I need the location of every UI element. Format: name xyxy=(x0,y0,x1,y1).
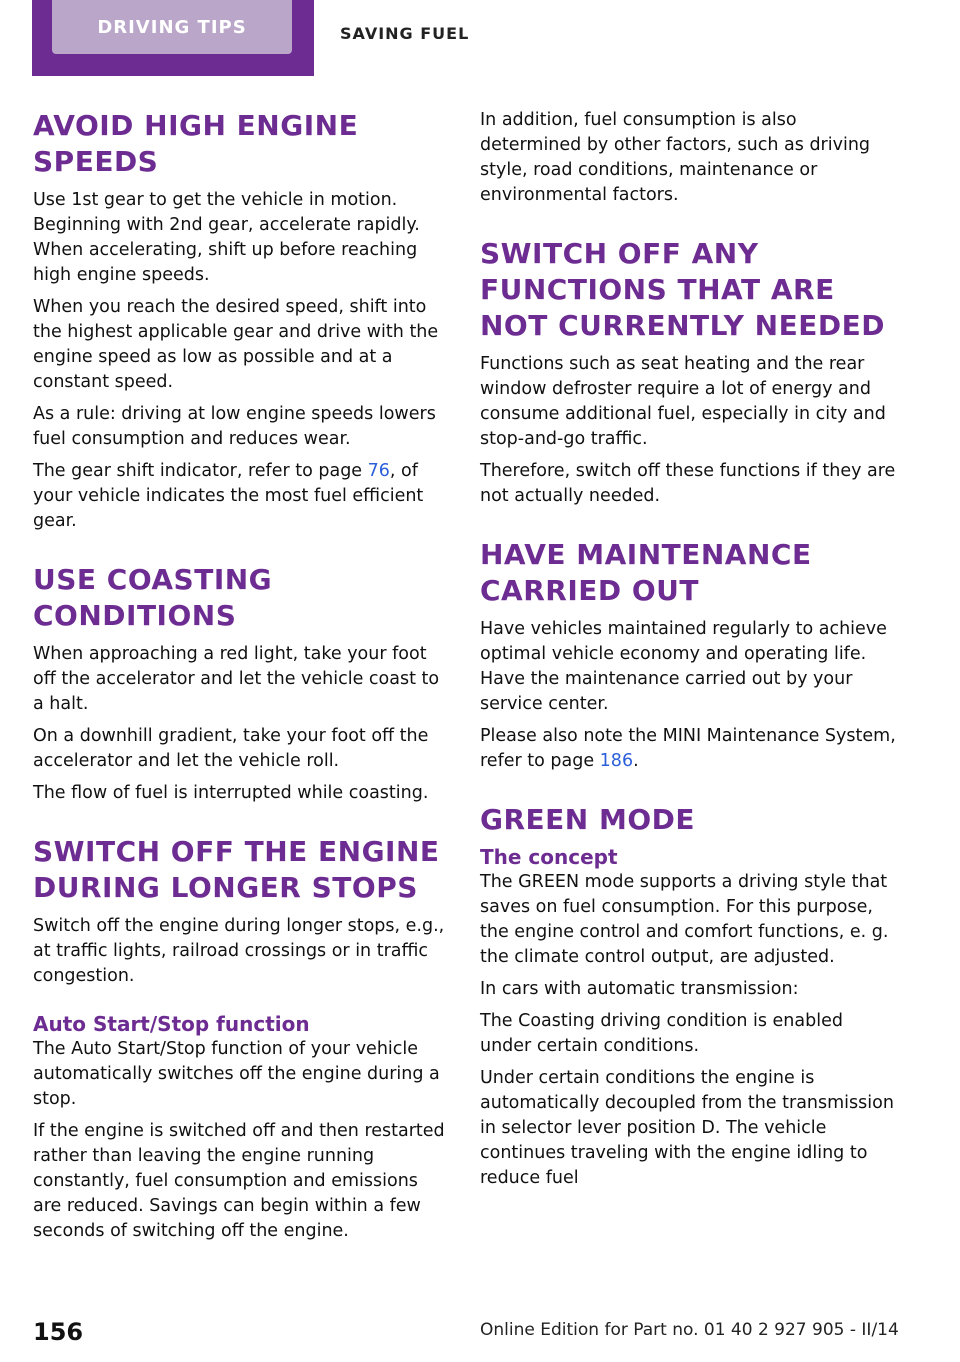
paragraph: As a rule: driving at low engine speeds lowers fuel consumption and reduces wear. xyxy=(33,404,436,449)
tab-driving-tips-label: DRIVING TIPS xyxy=(52,0,292,54)
subheading-the-concept: The concept xyxy=(480,845,618,869)
subheading-auto-start-stop: Auto Start/Stop function xyxy=(33,1012,310,1036)
heading-have-maintenance-carried-out: HAVE MAINTENANCE CARRIED OUT xyxy=(480,538,812,607)
section-title: SAVING FUEL xyxy=(340,24,470,43)
text: , of your vehicle indicates the most fuel efficient gear. xyxy=(33,461,424,531)
text: Please also note the MINI Maintenance System, refer to page xyxy=(480,726,896,771)
paragraph-maintenance-system xyxy=(480,724,898,774)
paragraph: In cars with automatic transmission: xyxy=(480,979,799,999)
paragraph: Functions such as seat heating and the rear window defroster require a lot of energy and consume additional fuel, especially in city and stop-and-go traffic. xyxy=(480,354,886,449)
left-column xyxy=(33,108,451,1251)
paragraph: Have vehicles maintained regularly to achieve optimal vehicle economy and operating life. Have the maintenance carried out by your service center. xyxy=(480,619,887,714)
heading-switch-off-functions: SWITCH OFF ANY FUNCTIONS THAT ARE NOT CURRENTLY NEEDED xyxy=(480,237,885,342)
heading-use-coasting-conditions: USE COASTING CONDITIONS xyxy=(33,563,273,632)
page-link-76[interactable]: 76 xyxy=(367,461,390,481)
heading-avoid-high-engine-speeds: AVOID HIGH ENGINE SPEEDS xyxy=(33,109,359,178)
paragraph-gear-indicator xyxy=(33,459,451,534)
page-number: 156 xyxy=(33,1318,84,1346)
paragraph: Under certain conditions the engine is automatically decoupled from the transmission in selector lever position D. The vehicle continues traveling with the engine idling to reduce fuel xyxy=(480,1068,894,1188)
paragraph: The Auto Start/Stop function of your vehicle automatically switches off the engine during a stop. xyxy=(33,1039,440,1109)
paragraph: The flow of fuel is interrupted while coasting. xyxy=(33,783,429,803)
paragraph: When you reach the desired speed, shift into the highest applicable gear and drive with the engine speed as low as possible and at a constant speed. xyxy=(33,297,439,392)
heading-switch-off-engine: SWITCH OFF THE ENGINE DURING LONGER STOPS xyxy=(33,835,440,904)
paragraph: The GREEN mode supports a driving style that saves on fuel consumption. For this purpose, the engine control and comfort functions, e. g. the climate control output, are adjusted. xyxy=(480,872,889,967)
paragraph: The Coasting driving condition is enabled under certain conditions. xyxy=(480,1011,843,1056)
paragraph: Therefore, switch off these functions if they are not actually needed. xyxy=(480,461,896,506)
header-tab-bar xyxy=(0,0,960,76)
right-column xyxy=(480,108,898,1198)
paragraph: Switch off the engine during longer stops, e.g., at traffic lights, railroad crossings or in traffic congestion. xyxy=(33,916,445,986)
paragraph: If the engine is switched off and then restarted rather than leaving the engine running constantly, fuel consumption and emissions are reduced. Savings can begin within a few seconds of switching off the engine. xyxy=(33,1121,445,1241)
paragraph: In addition, fuel consumption is also determined by other factors, such as driving style, road conditions, maintenance or environmental factors. xyxy=(480,110,871,205)
heading-green-mode: GREEN MODE xyxy=(480,803,696,836)
page-link-186[interactable]: 186 xyxy=(599,751,634,771)
paragraph: On a downhill gradient, take your foot off the accelerator and let the vehicle roll. xyxy=(33,726,429,771)
tab-driving-tips[interactable] xyxy=(32,0,314,76)
paragraph: Use 1st gear to get the vehicle in motion. Beginning with 2nd gear, accelerate rapidly. When accelerating, shift up before reaching high engine speeds. xyxy=(33,190,420,285)
text: The gear shift indicator, refer to page xyxy=(33,461,368,481)
paragraph: When approaching a red light, take your foot off the accelerator and let the vehicle coast to a halt. xyxy=(33,644,440,714)
text: . xyxy=(633,751,639,771)
edition-footer: Online Edition for Part no. 01 40 2 927 905 - II/14 xyxy=(480,1320,899,1340)
